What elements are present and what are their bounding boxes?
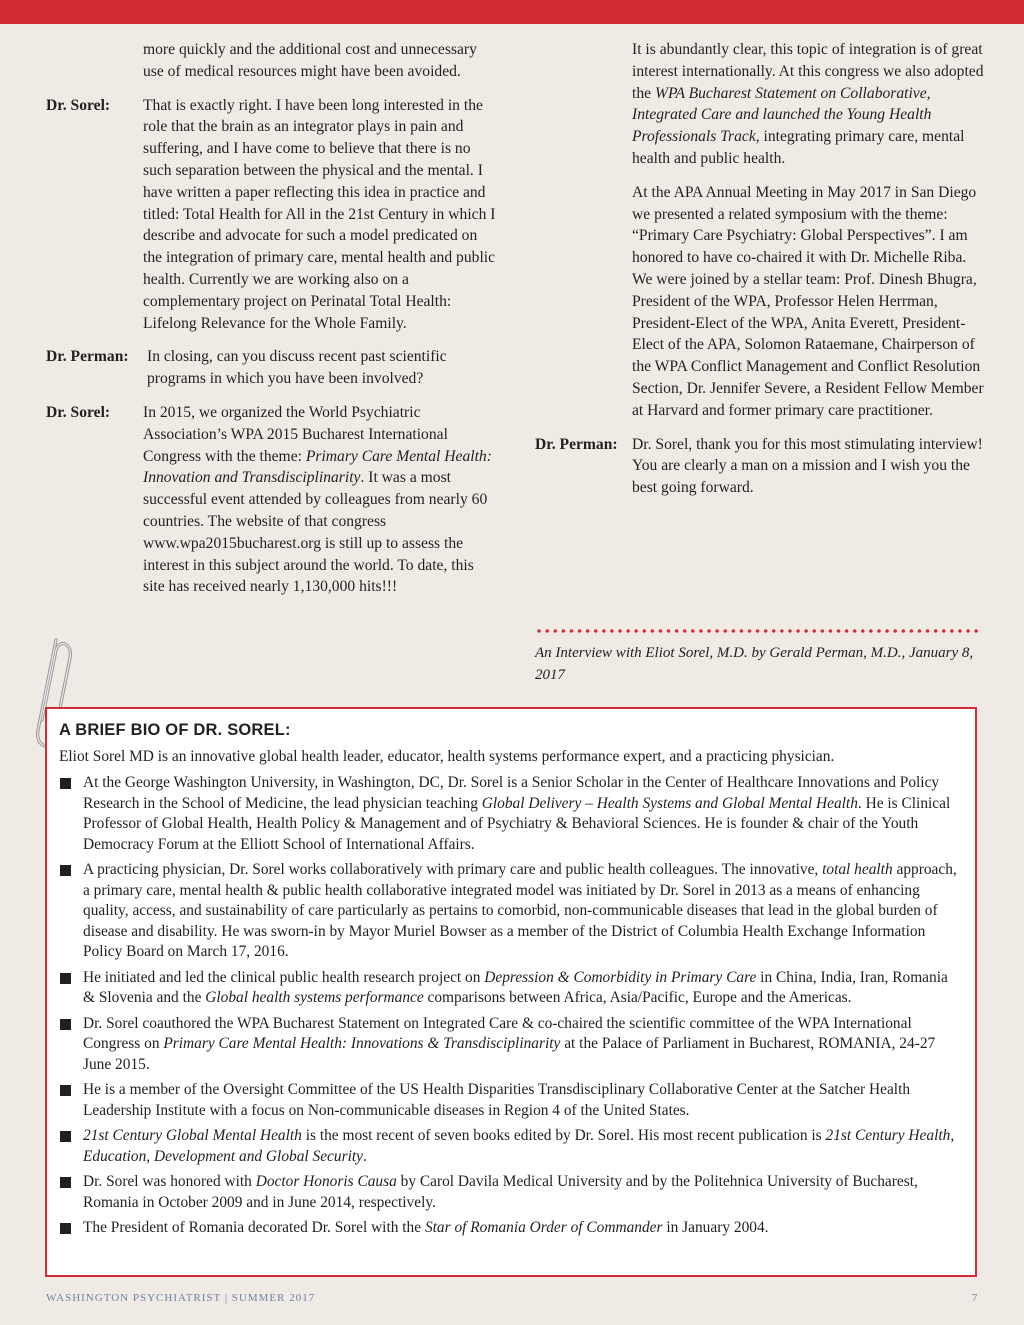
dialogue-entry bbox=[46, 402, 496, 598]
left-column bbox=[46, 39, 496, 610]
top-red-band bbox=[0, 0, 1024, 24]
dialogue-text: In closing, can you discuss recent past scientific programs in which you have been involved? bbox=[147, 348, 447, 388]
bullet-text: in China, India, Iran, Romania & Slovenia and the bbox=[83, 968, 948, 1006]
page-number: 7 bbox=[972, 1292, 979, 1304]
bio-bullet bbox=[59, 1126, 963, 1167]
speaker-label: Dr. Perman: bbox=[46, 348, 129, 366]
apa-meeting-paragraph bbox=[535, 182, 985, 422]
dialogue-entry bbox=[46, 346, 496, 390]
speaker-label: Dr. Perman: bbox=[535, 435, 618, 453]
paragraph-text: At the APA Annual Meeting in May 2017 in San Diego we presented a related symposium with the theme: “Primary Care Psychiatry: Global Perspectives”. I am honored to have co-chaired it with Dr. Michelle Riba. We were joined by a stellar team: Prof. Dinesh Bhugra, President of the WPA, Professor Helen Herrman, President-Elect of the WPA, Anita Everett, President-Elect of the APA, Solomon Rataemane, Chairperson of the WPA Conflict Management and Conflict Resolution Section, Dr. Jennifer Severe, a Resident Fellow Member at Harvard and former primary care practitioner. bbox=[632, 183, 984, 419]
dialogue-text: In 2015, we organized the World Psychiatric Association’s WPA 2015 Bucharest International Congress with the theme: bbox=[143, 403, 448, 465]
square-bullet-icon bbox=[60, 973, 71, 984]
bio-box bbox=[45, 707, 977, 1277]
approach-name: total health bbox=[822, 861, 893, 878]
course-title: Global Delivery – Health Systems and Global Mental Health bbox=[481, 794, 858, 812]
bio-bullet bbox=[59, 1080, 963, 1121]
integration-paragraph bbox=[535, 39, 985, 170]
square-bullet-icon bbox=[60, 1223, 71, 1234]
paragraph-text: It is abundantly clear, this topic of integration is of great interest internationally. At this congress we also adopted the bbox=[632, 41, 984, 102]
dialogue-text: . It was a most successful event attended by colleagues from nearly 60 countries. The website of that congress www.wpa2015bucharest.org is still up to assess the interest in this subject around the world. To date, this site has received nearly 1,130,000 hits!!! bbox=[143, 469, 488, 596]
square-bullet-icon bbox=[60, 1085, 71, 1096]
continuation-text: more quickly and the additional cost and unnecessary use of medical resources might have been avoided. bbox=[143, 41, 477, 80]
bullet-text: at the Palace of Parliament in Bucharest, ROMANIA, 24-27 June 2015. bbox=[83, 1035, 936, 1073]
bio-bullet bbox=[59, 773, 963, 855]
bullet-text: . He is Clinical Professor of Global Health, Health Policy & Management and of Psychiatry & Behavioral Sciences. He is founder & chair of the Youth Democracy Forum at the Elliott School of International Affairs. bbox=[83, 794, 951, 853]
bullet-text: The President of Romania decorated Dr. Sorel with the bbox=[83, 1219, 425, 1236]
bio-bullet bbox=[59, 1218, 963, 1239]
bio-intro: Eliot Sorel MD is an innovative global health leader, educator, health systems performance expert, and a practicing physician. bbox=[59, 748, 835, 765]
speaker-label: Dr. Sorel: bbox=[46, 403, 111, 421]
bio-bullet bbox=[59, 860, 963, 963]
square-bullet-icon bbox=[60, 1131, 71, 1142]
bullet-text: approach, a primary care, mental health & public health collaborative integrated model was initiated by Dr. Sorel in 2013 as a means of enhancing quality, access, and sustainability of care particularly as pertains to comorbid, non-communicable diseases that lead in the global burden of disease and disability. He was sworn-in by Mayor Muriel Bowser as a member of the District of Columbia Health Exchange Information Policy Board on March 17, 2016. bbox=[83, 861, 957, 960]
interview-credit: An Interview with Eliot Sorel, M.D. by Gerald Perman, M.D., January 8, 2017 bbox=[535, 645, 974, 683]
dialogue-text: That is exactly right. I have been long interested in the role that the brain as an integrator plays in pain and suffering, and I have come to believe that there is no such separation between the physical and the mental. I have written a paper reflecting this idea in practice and titled: Total Health for All in the 21st Century in which I describe and advocate for such a model predicated on the integration of primary care, mental health and public health. Currently we are working also on a complementary project on Perinatal Total Health: Lifelong Relevance for the Whole Family. bbox=[143, 96, 496, 332]
bullet-text: comparisons between Africa, Asia/Pacific, Europe and the Americas. bbox=[423, 989, 852, 1006]
congress-theme: Primary Care Mental Health: Innovation and Transdisciplinarity bbox=[143, 447, 492, 487]
bio-heading: A BRIEF BIO OF DR. SOREL: bbox=[59, 721, 291, 739]
continuation-paragraph bbox=[46, 39, 496, 83]
bucharest-statement: WPA Bucharest Statement on Collaborative, Integrated Care and launched the Young Health Professionals Track bbox=[632, 84, 932, 146]
dotted-divider bbox=[535, 628, 979, 634]
bullet-text: in January 2004. bbox=[662, 1219, 769, 1236]
speaker-label: Dr. Sorel: bbox=[46, 96, 111, 114]
right-column bbox=[535, 39, 985, 511]
bullet-text: Dr. Sorel coauthored the WPA Bucharest Statement on Integrated Care & co-chaired the scientific committee of the WPA International Congress on bbox=[83, 1014, 912, 1052]
bullet-text: Dr. Sorel was honored with bbox=[83, 1173, 256, 1190]
bullet-text: A practicing physician, Dr. Sorel works collaboratively with primary care and public health colleagues. The innovative, bbox=[83, 861, 823, 878]
bullet-text: He is a member of the Oversight Committee of the US Health Disparities Transdisciplinary Collaborative Center at the Satcher Health Leadership Institute with a focus on Non-communicable diseases in Region 4 of the United States. bbox=[83, 1081, 911, 1119]
bullet-text: is the most recent of seven books edited by Dr. Sorel. His most recent publication is bbox=[301, 1127, 826, 1144]
bio-bullet bbox=[59, 1172, 963, 1213]
congress-title: Primary Care Mental Health: Innovations & Transdisciplinarity bbox=[163, 1035, 561, 1052]
bullet-text: by Carol Davila Medical University and by the Politehnica University of Bucharest, Romania in October 2009 and in June 2014, respectively. bbox=[83, 1173, 918, 1211]
closing-entry bbox=[535, 434, 985, 499]
honor-title: Star of Romania Order of Commander bbox=[424, 1219, 663, 1236]
square-bullet-icon bbox=[60, 1177, 71, 1188]
project-title: Depression & Comorbidity in Primary Care bbox=[484, 968, 757, 986]
bullet-text: He initiated and led the clinical public health research project on bbox=[83, 968, 485, 986]
dialogue-text: Dr. Sorel, thank you for this most stimulating interview! You are clearly a man on a mission and I wish you the best going forward. bbox=[632, 435, 983, 497]
honor-title: Doctor Honoris Causa bbox=[255, 1173, 397, 1190]
book-title: 21st Century Health, Education, Development and Global Security bbox=[83, 1127, 955, 1165]
bio-bullet bbox=[59, 1014, 963, 1076]
bio-bullet bbox=[59, 968, 963, 1009]
paragraph-text: , integrating primary care, mental health and public health. bbox=[632, 128, 965, 167]
book-title: 21st Century Global Mental Health bbox=[83, 1127, 302, 1144]
project-title: Global health systems performance bbox=[205, 989, 424, 1006]
bullet-text: . bbox=[362, 1147, 367, 1165]
bullet-text: At the George Washington University, in Washington, DC, Dr. Sorel is a Senior Scholar in the Center of Healthcare Innovations and Policy Research in the School of Medicine, the lead physician teaching bbox=[83, 774, 940, 812]
square-bullet-icon bbox=[60, 1019, 71, 1030]
footer-publication: WASHINGTON PSYCHIATRIST | SUMMER 2017 bbox=[46, 1292, 316, 1304]
square-bullet-icon bbox=[60, 778, 71, 789]
square-bullet-icon bbox=[60, 865, 71, 876]
dialogue-entry bbox=[46, 95, 496, 335]
